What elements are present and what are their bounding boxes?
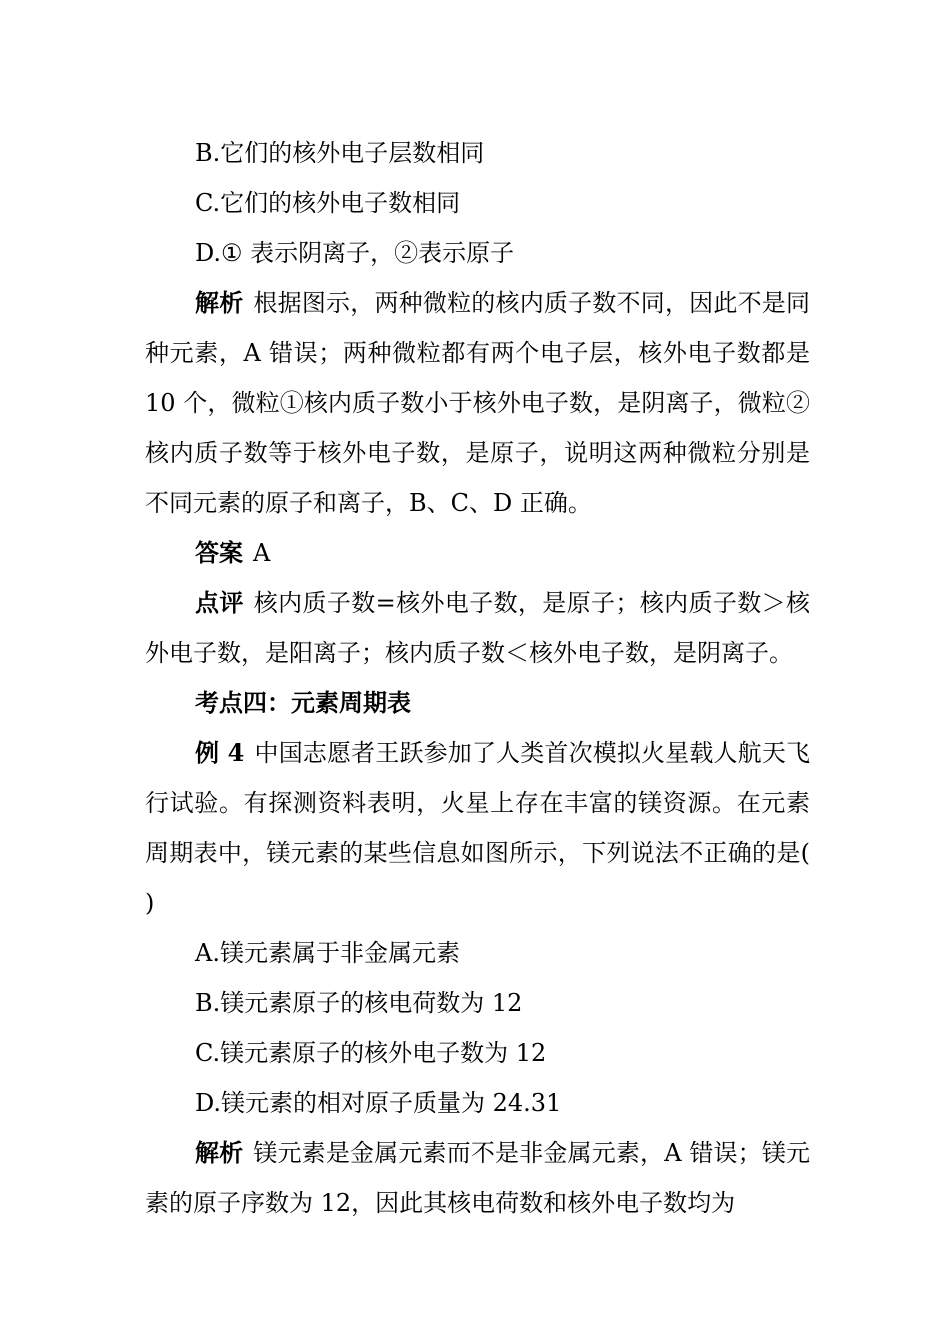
example-text: 中国志愿者王跃参加了人类首次模拟火星载人航天飞行试验。有探测资料表明，火星上存在丰富的镁资源。在元素周期表中，镁元素的某些信息如图所示，下列说法不正确的是( ) (145, 739, 842, 917)
comment-text: 核内质子数=核外电子数，是原子；核内质子数＞核外电子数，是阳离子；核内质子数＜核外电子数，是阴离子。 (145, 589, 811, 667)
example-label: 例 4 (195, 738, 245, 767)
analysis-label: 解析 (195, 288, 244, 317)
option-c-text: C.它们的核外电子数相同 (195, 189, 461, 217)
answer-text: A (253, 539, 271, 567)
option-b-text: B.它们的核外电子层数相同 (195, 139, 485, 167)
answer-paragraph (145, 528, 810, 578)
option-b-line (145, 128, 810, 178)
example-option-d (145, 1078, 810, 1128)
option-d-line (145, 228, 810, 278)
example-option-a-text: A.镁元素属于非金属元素 (195, 939, 460, 967)
analysis-label-2: 解析 (195, 1138, 244, 1167)
option-d-text: D.① 表示阴离子，②表示原子 (195, 239, 515, 267)
example-option-a (145, 928, 810, 978)
example-option-b-text: B.镁元素原子的核电荷数为 12 (195, 989, 523, 1017)
document-body (145, 128, 842, 1228)
option-c-line (145, 178, 810, 228)
section-heading-text: 考点四：元素周期表 (195, 688, 411, 717)
section-heading (145, 678, 810, 728)
example-paragraph (145, 728, 842, 928)
example-option-c-text: C.镁元素原子的核外电子数为 12 (195, 1039, 547, 1067)
answer-label: 答案 (195, 538, 243, 567)
example-option-b (145, 978, 810, 1028)
analysis-text-2: 镁元素是金属元素而不是非金属元素，A 错误；镁元素的原子序数为 12，因此其核电荷数和核外电子数均为 (145, 1139, 810, 1217)
comment-paragraph (145, 578, 810, 678)
analysis-paragraph-2 (145, 1128, 810, 1228)
comment-label: 点评 (195, 588, 244, 617)
example-option-c (145, 1028, 810, 1078)
example-option-d-text: D.镁元素的相对原子质量为 24.31 (195, 1089, 562, 1117)
analysis-paragraph (145, 278, 810, 528)
analysis-text: 根据图示，两种微粒的核内质子数不同，因此不是同种元素，A 错误；两种微粒都有两个电子层，核外电子数都是 10 个，微粒①核内质子数小于核外电子数，是阴离子，微粒②核内质子数等于核外电子数，是原子，说明这两种微粒分别是不同元素的原子和离子，B、C、D 正确。 (145, 289, 811, 517)
